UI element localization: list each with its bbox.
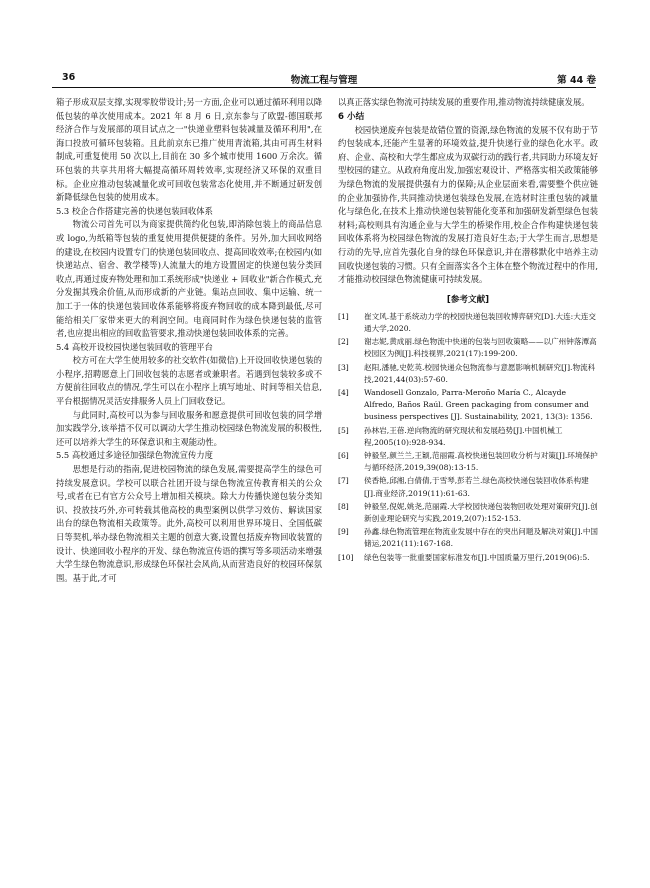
reference-text: 孙林岩,王蓓.逆向物流的研究现状和发展趋势[J].中国机械工程,2005(10):928-934. xyxy=(364,425,563,447)
reference-number: [10] xyxy=(338,552,354,562)
section-heading-5-5: 5.5 高校通过多途径加强绿色物流宣传力度 xyxy=(56,450,213,461)
paragraph: 思想是行动的指南,促进校园物流的绿色发展,需要提高学生的绿色可持续发展意识。学校可以联合社团开设与绿色物流宣传教育相关的公众号,或者在已有官方公众号上增加相关模块。除大力传播快递包装分类知识、投放技巧外,亦可转载其他高校的典型案例以供学习效仿、解读国家出台的绿色物流相关政策等。此外,高校可以利用世界环境日、全国低碳日等契机,举办绿色物流相关主题的创意大赛,设置包括废弃物回收装置的设计、快递回收小程序的开发、绿色物流宣传语的撰写等多项活动来增强大学生绿色物流意识,形成绿色环保社会风尚,从而营造良好的校园环保氛围。基于此,才可 xyxy=(56,464,322,583)
reference-item xyxy=(338,387,598,424)
right-column xyxy=(338,96,598,565)
reference-text: 崔文风.基于系统动力学的校园快递包装回收博弈研究[D].大连:大连交通大学,2020. xyxy=(364,311,597,333)
header-rule xyxy=(52,87,596,88)
reference-number: [2] xyxy=(338,337,349,347)
reference-number: [8] xyxy=(338,501,349,511)
reference-number: [6] xyxy=(338,450,349,460)
journal-title: 物流工程与管理 xyxy=(290,75,358,86)
reference-item xyxy=(338,336,598,360)
reference-text: 绿色包装等一批重要国家标准发布[J].中国质量万里行,2019(06):5. xyxy=(364,552,590,562)
reference-item xyxy=(338,552,598,564)
reference-number: [4] xyxy=(338,387,349,397)
section-heading-5-4: 5.4 高校开设校园快递包装回收的管理平台 xyxy=(56,341,213,352)
reference-item xyxy=(338,311,598,335)
paragraph: 校方可在大学生使用较多的社交软件(如微信)上开设回收快递包装的小程序,招聘愿意上门回收包装的志愿者或兼职者。若遇到包装较多或不方便前往回收点的情况,学生可以在小程序上填写地址、时间等相关信息,平台根据情况灵活安排服务人员上门回收登记。 xyxy=(56,355,322,407)
section-heading-5-3: 5.3 校企合作搭建完善的快递包装回收体系 xyxy=(56,205,213,216)
reference-item xyxy=(338,526,598,550)
references-heading: [参考文献] xyxy=(446,294,490,305)
reference-text: 钟毅坚,颜兰兰,王颖,范丽霞.高校快递包装回收分析与对策[J].环境保护与循环经济,2019,39(08):13-15. xyxy=(364,450,598,473)
page-header xyxy=(52,72,596,88)
reference-number: [7] xyxy=(338,476,349,486)
reference-text: Wandosell Gonzalo, Parra-Meroño María C., Alcayde Alfredo, Baños Raúl. Green packaging from consumer and business perspectives [J]. Sustainability, 2021, 13(3): 1356. xyxy=(364,387,593,422)
volume-label: 第 44 卷 xyxy=(557,75,596,86)
reference-item xyxy=(338,362,598,386)
reference-number: [5] xyxy=(338,425,349,435)
reference-item xyxy=(338,425,598,449)
reference-number: [1] xyxy=(338,311,349,321)
reference-text: 赵阳,潘驰,史乾英.校园快递众包物流参与意愿影响机制研究[J].物流科技,2021,44(03):57-60. xyxy=(364,362,596,384)
page-number: 36 xyxy=(62,72,76,83)
reference-item xyxy=(338,501,598,525)
reference-number: [9] xyxy=(338,527,349,537)
paragraph: 与此同时,高校可以为参与回收服务和愿意提供可回收包装的同学增加实践学分,该举措不仅可以调动大学生推动校园绿色物流发展的积极性,还可以培养大学生的环保意识和主观能动性。 xyxy=(56,409,322,447)
reference-text: 钟毅坚,倪妮,姚尧,范丽霞.大学校园快递包装物回收处理对策研究[J].创新创业理论研究与实践,2019,2(07):152-153. xyxy=(364,501,598,523)
paragraph: 校园快递废弃包装是故错位置的资源,绿色物流的发展不仅有助于节约包装成本,还能产生显著的环境效益,提升快递行业的绿色化水平。政府、企业、高校和大学生都应成为双碳行动的践行者,共同助力环境友好型校园的建立。从政府角度出发,加强宏观设计、严格落实相关政策能够为绿色物流的发展提供强有力的保障;从企业层面来看,需要整个供应链的企业加强协作,共同推动快递包装绿色发展,在选材时注重包装的减量化与绿色化,在技术上推动快递包装智能化变革和加强研发新型绿色包装材料;高校则具有沟通企业与大学生的桥梁作用,校企合作构建快递包装回收体系将为校园绿色物流的发展打造良好生态;于大学生而言,思想是行动的先导,应首先强化自身的绿色环保意识,并在潜移默化中培养主动回收快递包装的习惯。只有全面落实各个主体在整个物流过程中的作用,才能推动校园绿色物流健康可持续发展。 xyxy=(338,124,598,285)
reference-text: 侯香艳,邱湘,白倩倩,于雪琴,彭若兰.绿色高校快递包装回收体系构建[J].商业经济,2019(11):61-63. xyxy=(364,476,589,498)
reference-text: 孙鑫.绿色物流管理在物流业发展中存在的突出问题及解决对策[J].中国储运,2021(11):167-168. xyxy=(364,527,599,549)
section-heading-6: 6 小结 xyxy=(338,111,365,122)
paragraph: 以真正落实绿色物流可持续发展的重要作用,推动物流持续健康发展。 xyxy=(338,97,590,107)
reference-text: 谢志妮,黄成丽.绿色物流中快递的包装与回收策略——以广州钟落潭高校园区为例[J].科技视界,2021(17):199-200. xyxy=(364,337,597,359)
left-column xyxy=(56,96,322,585)
reference-item xyxy=(338,450,598,474)
reference-number: [3] xyxy=(338,362,349,372)
paragraph: 物流公司首先可以为商家提供简约化包装,即消除包装上的商品信息或 logo,为纸箱等包装的重复使用提供便捷的条件。另外,加大回收网络的建设,在校园内设置专门的快递包装回收点、提高回收效率;在校园内(如快递站点、宿舍、教学楼等)人流量大的地方设置固定的快递包装分类回收点,再通过废弃物处理和加工系统形成"快递业 + 回收业"新合作模式,充分发掘其残余价值,从而形成新的产业链。集站点回收、集中运输、统一加工于一体的快递包装回收体系能够将废弃物回收的成本降到最低,尽可能给相关厂家带来更大的利润空间。电商同时作为绿色快递包装的监管者,也应提出相应的回收监管要求,推动快递包装回收体系的完善。 xyxy=(56,219,322,339)
reference-item xyxy=(338,475,598,499)
paragraph: 箱子形成双层支撑,实现零胶带设计;另一方面,企业可以通过循环利用以降低包装的单次使用成本。2021 年 8 月 6 日,京东参与了欧盟-德国联邦经济合作与发展部的项目试点之一"快递业塑料包装减量及循环利用",在海口投放可循环包装箱。且此前京东已推广使用青流箱,其由可再生材料制成,可重复使用 50 次以上,目前在 30 多个城市使用 1600 万余次。循环包装的共享共用将大幅提高循环周转效率,实现经济又环保的双重目标。企业应推动包装减量化或可回收包装常态化使用,并不断通过研发创新降低绿色包装的使用成本。 xyxy=(56,97,322,203)
reference-list xyxy=(338,311,598,564)
